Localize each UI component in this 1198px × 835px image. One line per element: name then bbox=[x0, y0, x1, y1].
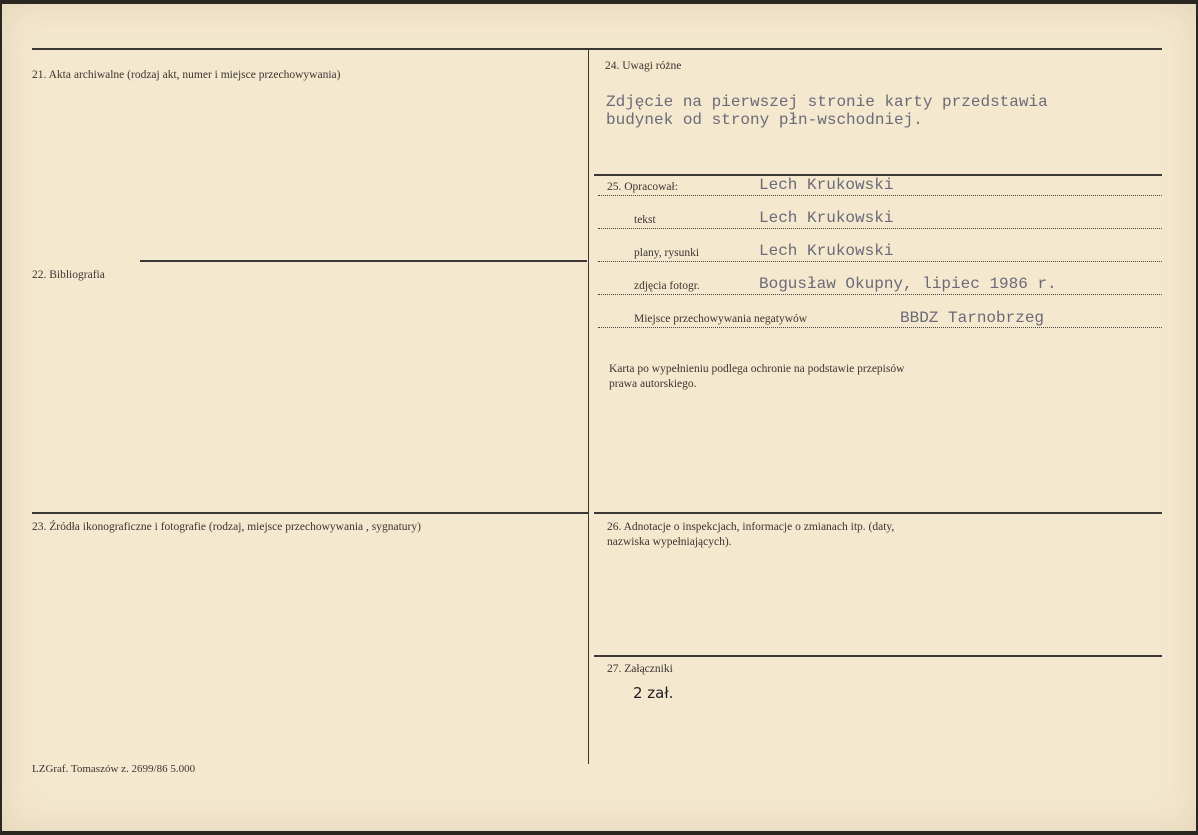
dotline-opracowal bbox=[598, 195, 1162, 196]
section-25-label: 25. Opracował: bbox=[607, 181, 678, 193]
print-imprint: LZGraf. Tomaszów z. 2699/86 5.000 bbox=[32, 763, 196, 775]
rule-25-26 bbox=[594, 512, 1162, 514]
rule-21-22 bbox=[140, 260, 587, 262]
zdjecia-value: Bogusław Okupny, lipiec 1986 r. bbox=[759, 275, 1057, 293]
dotline-plany bbox=[598, 261, 1162, 262]
section-26-label-line-2: nazwiska wypełniających). bbox=[607, 536, 732, 548]
rule-26-27 bbox=[594, 655, 1162, 657]
section-24-typed-line-1: Zdjęcie na pierwszej stronie karty przedstawia bbox=[606, 93, 1048, 111]
plany-value: Lech Krukowski bbox=[759, 242, 894, 260]
opracowal-value: Lech Krukowski bbox=[759, 176, 894, 194]
miejsce-value: BBDZ Tarnobrzeg bbox=[900, 309, 1045, 327]
section-23-label: 23. Źródła ikonograficzne i fotografie (rodzaj, miejsce przechowywania , sygnatury) bbox=[32, 521, 421, 533]
attachments-handwritten-value: 2 zał. bbox=[633, 684, 674, 702]
rule-22-23 bbox=[32, 512, 588, 514]
section-22-label: 22. Bibliografia bbox=[32, 269, 105, 281]
tekst-value: Lech Krukowski bbox=[759, 209, 894, 227]
section-21-label: 21. Akta archiwalne (rodzaj akt, numer i miejsce przechowywania) bbox=[32, 69, 341, 81]
center-divider bbox=[588, 50, 589, 764]
plany-label: plany, rysunki bbox=[634, 247, 700, 259]
tekst-label: tekst bbox=[634, 214, 656, 226]
miejsce-label: Miejsce przechowywania negatywów bbox=[634, 313, 808, 325]
dotline-tekst bbox=[598, 228, 1162, 229]
dotline-zdjecia bbox=[598, 294, 1162, 295]
section-26-label-line-1: 26. Adnotacje o inspekcjach, informacje o zmianach itp. (daty, bbox=[607, 521, 895, 533]
copyright-note-line-1: Karta po wypełnieniu podlega ochronie na podstawie przepisów bbox=[609, 363, 905, 375]
top-rule bbox=[32, 48, 1162, 50]
record-card bbox=[2, 4, 1196, 831]
dotline-miejsce bbox=[598, 327, 1162, 328]
section-27-label: 27. Załączniki bbox=[607, 663, 673, 675]
section-24-typed-line-2: budynek od strony płn-wschodniej. bbox=[606, 111, 923, 129]
zdjecia-label: zdjęcia fotogr. bbox=[634, 280, 700, 292]
copyright-note-line-2: prawa autorskiego. bbox=[609, 378, 697, 390]
section-24-label: 24. Uwagi różne bbox=[605, 60, 682, 72]
